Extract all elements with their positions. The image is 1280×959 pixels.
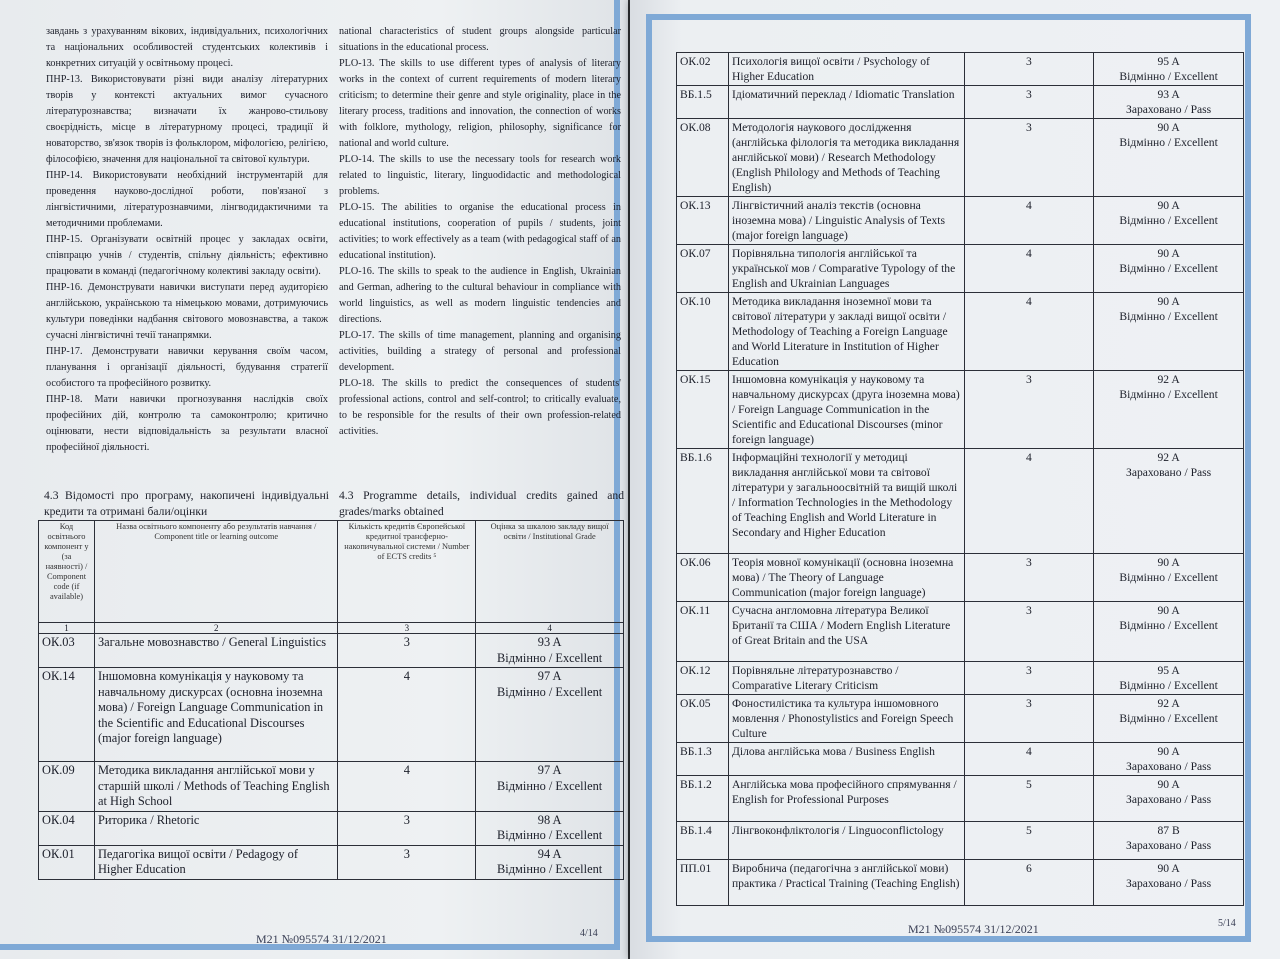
ects-credits: 4	[964, 293, 1094, 371]
en-paragraph: PLO-17. The skills of time management, planning and organising activities, building a strategy of personal and professional development.	[339, 330, 621, 373]
ects-credits: 3	[964, 602, 1094, 662]
grade-cell	[1094, 119, 1244, 197]
grade-label: Відмінно / Excellent	[1119, 262, 1218, 275]
component-title: Іншомовна комунікація у науковому та навчальному дискурсах (друга іноземна мова) / Foreign Language Communication in the Scientific and Educational Discourses (minor foreign language)	[728, 371, 964, 449]
en-paragraph: PLO-16. The skills to speak to the audience in English, Ukrainian and German, adhering to the cultural behaviour in compliance with world linguistics, as well as modern linguistic tendencies and directions.	[339, 266, 621, 325]
column-number: 4	[476, 623, 624, 634]
table-row	[677, 602, 1244, 662]
component-code: ОК.04	[39, 811, 95, 845]
grade-label: Відмінно / Excellent	[1119, 571, 1218, 584]
grade-cell	[1094, 695, 1244, 743]
component-code: ОК.01	[39, 845, 95, 879]
grade-cell	[1094, 860, 1244, 906]
table-row	[39, 762, 624, 812]
page-number: 5/14	[1218, 918, 1236, 929]
ects-credits: 4	[964, 743, 1094, 776]
section-heading-ua: 4.3 Відомості про програму, накопичені індивідуальні кредити та отримані бали/оцінки	[44, 489, 329, 518]
component-title: Загальне мовознавство / General Linguistics	[94, 634, 338, 668]
grade-score: 92 A	[1157, 373, 1180, 386]
ects-credits: 4	[964, 245, 1094, 293]
grade-cell	[1094, 293, 1244, 371]
table-row	[677, 449, 1244, 554]
grade-score: 97 A	[537, 669, 562, 683]
component-title: Порівняльне літературознавство / Comparative Literary Criticism	[728, 662, 964, 695]
component-code: ВБ.1.4	[677, 822, 729, 860]
column-number-row	[39, 623, 624, 634]
component-code: ВБ.1.5	[677, 86, 729, 119]
component-code: ОК.08	[677, 119, 729, 197]
component-code: ОК.09	[39, 762, 95, 812]
ects-credits: 4	[964, 197, 1094, 245]
table-row	[677, 776, 1244, 822]
grade-label: Зараховано / Pass	[1126, 760, 1212, 773]
header-institutional-grade: Оцінка за шкалою закладу вищої освіти / Institutional Grade	[476, 521, 624, 623]
table-row	[677, 245, 1244, 293]
ects-credits: 3	[964, 371, 1094, 449]
table-row	[677, 86, 1244, 119]
grade-label: Відмінно / Excellent	[1119, 136, 1218, 149]
grade-cell	[476, 634, 624, 668]
ects-credits: 5	[964, 822, 1094, 860]
component-code: ПП.01	[677, 860, 729, 906]
table-row	[677, 743, 1244, 776]
table-row	[677, 371, 1244, 449]
table-row	[677, 53, 1244, 86]
grade-label: Відмінно / Excellent	[497, 650, 603, 665]
grade-label: Зараховано / Pass	[1126, 839, 1212, 852]
column-number: 3	[338, 623, 476, 634]
table-row	[677, 119, 1244, 197]
component-code: ОК.10	[677, 293, 729, 371]
grade-score: 90 A	[1157, 121, 1180, 134]
component-title: Ідіоматичний переклад / Idiomatic Translation	[728, 86, 964, 119]
en-paragraph: PLO-14. The skills to use the necessary tools for research work related to linguistic, literary, linguodidactic and methodological problems.	[339, 154, 621, 197]
ua-paragraph: ПНР-16. Демонструвати навички виступати перед аудиторією англійською, українською та німецькою мовами, дотримуючись культури поведінки надбання світового мовознавства, а також сучасні лінгвістичні течії танапрямки.	[46, 282, 328, 341]
ects-credits: 3	[964, 554, 1094, 602]
ects-credits: 3	[964, 53, 1094, 86]
component-title: Теорія мовної комунікації (основна іноземна мова) / The Theory of Language Communication (major foreign language)	[728, 554, 964, 602]
component-code: ОК.06	[677, 554, 729, 602]
component-code: ВБ.1.6	[677, 449, 729, 554]
grade-cell	[1094, 776, 1244, 822]
grade-cell	[1094, 554, 1244, 602]
component-title: Ділова англійська мова / Business English	[728, 743, 964, 776]
ects-credits: 3	[338, 845, 476, 879]
grade-score: 97 A	[537, 763, 562, 777]
outcomes-english-column	[339, 24, 621, 440]
grade-score: 93 A	[1157, 88, 1180, 101]
component-title: Фоностилістика та культура іншомовного мовлення / Phonostylistics and Foreign Speech Culture	[728, 695, 964, 743]
table-row	[39, 634, 624, 668]
grades-table-right	[676, 52, 1244, 906]
grade-cell	[1094, 86, 1244, 119]
ects-credits: 4	[964, 449, 1094, 554]
header-ects-credits: Кількість кредитів Європейської кредитної трансферно-накопичувальної системи / Number of ECTS credits ⁵	[338, 521, 476, 623]
grade-label: Відмінно / Excellent	[1119, 310, 1218, 323]
grade-label: Зараховано / Pass	[1126, 103, 1212, 116]
table-row	[677, 554, 1244, 602]
grade-score: 95 A	[1157, 55, 1180, 68]
component-code: ОК.13	[677, 197, 729, 245]
table-row	[677, 293, 1244, 371]
grade-label: Відмінно / Excellent	[497, 778, 603, 793]
grade-score: 90 A	[1157, 295, 1180, 308]
ects-credits: 3	[338, 634, 476, 668]
page-number: 4/14	[580, 928, 598, 939]
grade-score: 98 A	[537, 812, 562, 827]
grade-score: 92 A	[1157, 451, 1180, 464]
grade-cell	[1094, 197, 1244, 245]
component-title: Методика викладання англійської мови у старшій школі / Methods of Teaching English at High School	[94, 762, 338, 812]
ects-credits: 3	[964, 119, 1094, 197]
table-row	[39, 811, 624, 845]
component-title: Методологія наукового дослідження (англійська філологія та методика викладання англійської мови) / Research Methodology (English Philology and Methods of Teaching English)	[728, 119, 964, 197]
grade-score: 95 A	[1157, 664, 1180, 677]
document-number: М21 №095574 31/12/2021	[256, 932, 387, 946]
grade-score: 90 A	[1157, 556, 1180, 569]
grade-cell	[1094, 449, 1244, 554]
grade-cell	[1094, 371, 1244, 449]
component-title: Виробнича (педагогічна з англійської мови) практика / Practical Training (Teaching English)	[728, 860, 964, 906]
grade-label: Відмінно / Excellent	[497, 828, 603, 842]
grade-label: Відмінно / Excellent	[1119, 388, 1218, 401]
ua-paragraph: завдань з урахуванням вікових, індивідуальних, психологічних та національних особливостей студентських колективів і конкретних ситуацій у освітньому процесі.	[46, 26, 328, 69]
grade-label: Відмінно / Excellent	[1119, 214, 1218, 227]
component-code: ОК.03	[39, 634, 95, 668]
component-code: ВБ.1.2	[677, 776, 729, 822]
ua-paragraph: ПНР-15. Організувати освітній процес у закладах освіти, співпрацю учнів / студентів, спільну діяльність; ефективно працювати в команді (педагогічному колективі закладу освіти).	[46, 234, 328, 277]
component-code: ОК.12	[677, 662, 729, 695]
grade-cell	[476, 811, 624, 845]
grade-score: 92 A	[1157, 697, 1180, 710]
en-paragraph: national characteristics of student groups alongside particular situations in the educational process.	[339, 26, 621, 53]
component-code: ВБ.1.3	[677, 743, 729, 776]
ects-credits: 3	[964, 695, 1094, 743]
section-heading-en: 4.3 Programme details, individual credits gained and grades/marks obtained	[339, 489, 624, 518]
grade-score: 90 A	[1157, 862, 1180, 875]
grade-score: 87 B	[1157, 824, 1180, 837]
column-number: 1	[39, 623, 95, 634]
right-page	[630, 0, 1280, 959]
grades-table-left	[38, 520, 624, 880]
grade-score: 90 A	[1157, 199, 1180, 212]
ects-credits: 4	[338, 668, 476, 762]
grade-label: Відмінно / Excellent	[1119, 70, 1218, 83]
grade-cell	[476, 668, 624, 762]
grade-cell	[476, 845, 624, 879]
grade-cell	[1094, 245, 1244, 293]
ua-paragraph: ПНР-13. Використовувати різні види аналізу літературних творів у контексті актуальних вимог сучасного літературознавства; визначати їх жанрово-стильову своєрідність, місце в літературному процесі, традиції й новаторство, зв'язок творів із фольклором, міфологією, релігією, філософією, значення для національної та світової культури.	[46, 74, 328, 165]
grade-score: 94 A	[537, 846, 562, 861]
component-title: Інформаційні технології у методиці викладання англійської мови та світової літератури у загальноосвітній та вищій школі / Information Technologies in the Methodology of Teaching English and World Literature in Secondary and Higher Education	[728, 449, 964, 554]
ects-credits: 6	[964, 860, 1094, 906]
en-paragraph: PLO-13. The skills to use different types of analysis of literary works in the context of current requirements of modern literary criticism; to determine their genre and style originality, place in the literary process, traditions and innovation, the connection of works with folklore, mythology, religion, philosophy, significance for national and world culture.	[339, 58, 621, 149]
column-number: 2	[94, 623, 338, 634]
left-page	[0, 0, 628, 959]
en-paragraph: PLO-15. The abilities to organise the educational process in educational institutions, cooperation of pupils / students, joint activities; to work effectively as a team (with pedagogical staff of an educational institution).	[339, 202, 621, 261]
table-row	[677, 822, 1244, 860]
table-row	[39, 668, 624, 762]
outcomes-ukrainian-column	[46, 24, 328, 456]
component-title: Лінгвоконфліктологія / Linguoconflictology	[728, 822, 964, 860]
component-code: ОК.05	[677, 695, 729, 743]
grade-label: Зараховано / Pass	[1126, 466, 1212, 479]
grade-label: Зараховано / Pass	[1126, 793, 1212, 806]
component-code: ОК.07	[677, 245, 729, 293]
learning-outcomes-columns	[40, 24, 625, 479]
ua-paragraph: ПНР-14. Використовувати необхідний інструментарій для проведення науково-дослідної роботи, пов'язаної з лінгвістичними, літературознавчими, лінгводидактичними та методичними проблемами.	[46, 170, 328, 229]
grade-score: 90 A	[1157, 247, 1180, 260]
grade-label: Відмінно / Excellent	[1119, 712, 1218, 725]
component-title: Риторика / Rhetoric	[94, 811, 338, 845]
component-title: Порівняльна типологія англійської та української мов / Comparative Typology of the English and Ukrainian Languages	[728, 245, 964, 293]
component-code: ОК.02	[677, 53, 729, 86]
ua-paragraph: ПНР-18. Мати навички прогнозування наслідків своїх професійних дій, контролю та самоконтролю; критично оцінювати, нести відповідальність за результати власної професійної діяльності.	[46, 394, 328, 453]
grade-cell	[1094, 662, 1244, 695]
header-component-title: Назва освітнього компоненту або результатів навчання / Component title or learning outcome	[94, 521, 338, 623]
grade-score: 90 A	[1157, 604, 1180, 617]
ects-credits: 5	[964, 776, 1094, 822]
grade-label: Зараховано / Pass	[1126, 877, 1212, 890]
grade-cell	[476, 762, 624, 812]
component-code: ОК.14	[39, 668, 95, 762]
ects-credits: 3	[338, 811, 476, 845]
component-title: Психологія вищої освіти / Psychology of Higher Education	[728, 53, 964, 86]
grade-cell	[1094, 743, 1244, 776]
grade-score: 90 A	[1157, 778, 1180, 791]
table-header-row	[39, 521, 624, 623]
table-row	[677, 695, 1244, 743]
component-title: Сучасна англомовна література Великої Британії та США / Modern English Literature of Great Britain and the USA	[728, 602, 964, 662]
table-row	[677, 860, 1244, 906]
grade-cell	[1094, 53, 1244, 86]
component-code: ОК.11	[677, 602, 729, 662]
component-title: Лінгвістичний аналіз текстів (основна іноземна мова) / Linguistic Analysis of Texts (major foreign language)	[728, 197, 964, 245]
ects-credits: 3	[964, 86, 1094, 119]
grade-cell	[1094, 822, 1244, 860]
table-row	[677, 662, 1244, 695]
grade-score: 93 A	[537, 635, 562, 649]
ects-credits: 4	[338, 762, 476, 812]
ects-credits: 3	[964, 662, 1094, 695]
component-title: Педагогіка вищої освіти / Pedagogy of Higher Education	[94, 845, 338, 879]
component-title: Методика викладання іноземної мови та світової літератури у закладі вищої освіти / Methodology of Teaching a Foreign Language and World Literature in Institution of Higher Education	[728, 293, 964, 371]
component-title: Англійська мова професійного спрямування / English for Professional Purposes	[728, 776, 964, 822]
header-component-code: Код освітнього компонент у (за наявності) / Component code (if available)	[39, 521, 95, 623]
grade-label: Відмінно / Excellent	[1119, 679, 1218, 692]
component-code: ОК.15	[677, 371, 729, 449]
component-title: Іншомовна комунікація у науковому та навчальному дискурсах (основна іноземна мова) / Foreign Language Communication in the Scientific and Educational Discourses (major foreign language)	[94, 668, 338, 762]
grade-label: Відмінно / Excellent	[497, 862, 603, 876]
grade-score: 90 A	[1157, 745, 1180, 758]
grade-label: Відмінно / Excellent	[497, 684, 603, 699]
table-row	[677, 197, 1244, 245]
document-number: М21 №095574 31/12/2021	[908, 922, 1039, 936]
ua-paragraph: ПНР-17. Демонструвати навички керування своїм часом, планування і організації діяльності, будування стратегії особистого та професійного розвитку.	[46, 346, 328, 389]
grade-cell	[1094, 602, 1244, 662]
en-paragraph: PLO-18. The skills to predict the consequences of students' professional actions, control and self-control; to critically evaluate, to be responsible for the results of their own profession-related activities.	[339, 378, 621, 437]
table-row	[39, 845, 624, 879]
grade-label: Відмінно / Excellent	[1119, 619, 1218, 632]
